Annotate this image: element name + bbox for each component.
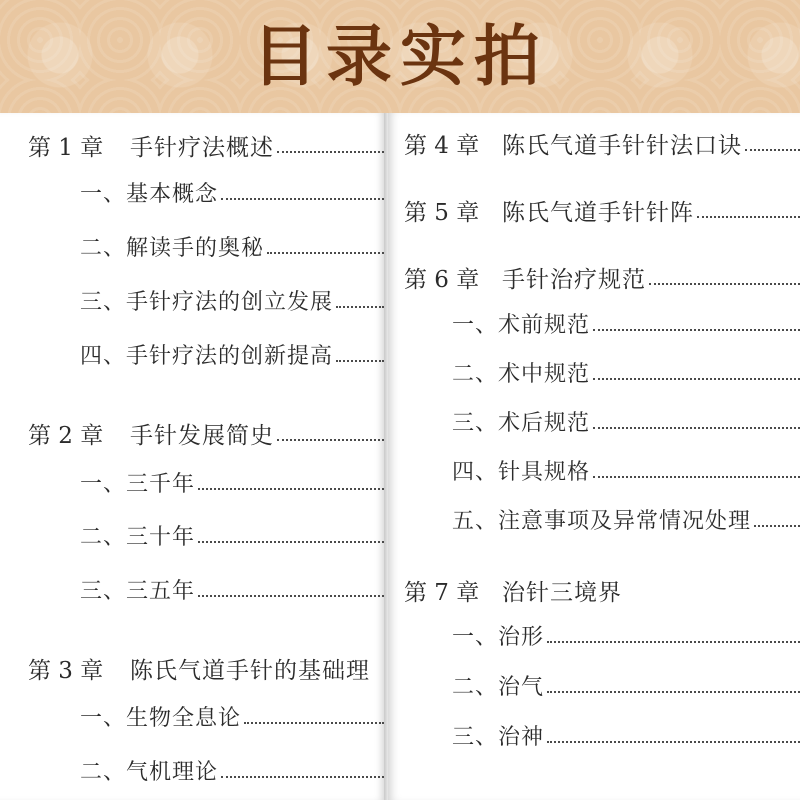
section-title: 四、针具规格 — [452, 460, 591, 485]
section-title: 二、术中规范 — [452, 362, 591, 387]
section-title: 一、生物全息论 — [80, 706, 242, 731]
toc-section — [80, 577, 384, 607]
chapter-title: 陈氏气道手针针阵 — [502, 200, 694, 226]
dot-leader — [221, 776, 384, 778]
toc-section — [80, 523, 384, 553]
chapter-number: 第 6 章 — [404, 267, 480, 293]
section-title: 一、三千年 — [80, 472, 196, 497]
chapter-title: 手针疗法概述 — [130, 135, 274, 161]
toc-chapter-1 — [28, 133, 384, 163]
toc-section — [80, 288, 384, 318]
toc-section — [452, 360, 800, 390]
dot-leader — [697, 216, 800, 218]
toc-section — [452, 311, 800, 341]
chapter-number: 第 3 章 — [28, 658, 104, 684]
toc-section — [452, 623, 800, 653]
toc-section — [80, 758, 384, 788]
toc-section — [80, 342, 384, 372]
toc-section — [452, 507, 800, 537]
header-banner — [0, 0, 800, 113]
toc-section — [452, 409, 800, 439]
chapter-number: 第 2 章 — [28, 423, 104, 449]
toc-section — [452, 723, 800, 753]
section-title: 一、基本概念 — [80, 182, 219, 207]
dot-leader — [547, 641, 800, 643]
dot-leader — [593, 427, 800, 429]
dot-leader — [547, 691, 800, 693]
toc-chapter-3 — [28, 656, 370, 686]
toc-section — [452, 673, 800, 703]
toc-chapter-7 — [404, 578, 622, 608]
banner-title: 目录实拍 — [252, 17, 548, 95]
dot-leader — [198, 541, 384, 543]
toc-section — [80, 470, 384, 500]
dot-leader — [649, 283, 800, 285]
dot-leader — [221, 198, 384, 200]
dot-leader — [244, 722, 384, 724]
chapter-number: 第 5 章 — [404, 200, 480, 226]
section-title: 二、解读手的奥秘 — [80, 236, 265, 261]
toc-section — [452, 458, 800, 488]
toc-chapter-5 — [404, 198, 800, 228]
section-title: 一、治形 — [452, 625, 545, 650]
dot-leader — [336, 306, 384, 308]
section-title: 二、治气 — [452, 675, 545, 700]
toc-chapter-2 — [28, 421, 384, 451]
dot-leader — [593, 329, 800, 331]
toc-chapter-4 — [404, 131, 800, 161]
dot-leader — [336, 360, 384, 362]
chapter-title: 治针三境界 — [502, 580, 622, 606]
chapter-number: 第 4 章 — [404, 133, 480, 159]
section-title: 二、气机理论 — [80, 760, 219, 785]
section-title: 五、注意事项及异常情况处理 — [452, 509, 752, 534]
toc-section — [80, 704, 384, 734]
dot-leader — [547, 741, 800, 743]
chapter-title: 手针发展简史 — [130, 423, 274, 449]
toc-page-left — [0, 113, 384, 800]
toc-page-right — [388, 113, 800, 800]
section-title: 三、三五年 — [80, 579, 196, 604]
chapter-number: 第 7 章 — [404, 580, 480, 606]
toc-chapter-6 — [404, 265, 800, 295]
section-title: 四、手针疗法的创新提高 — [80, 344, 334, 369]
section-title: 三、手针疗法的创立发展 — [80, 290, 334, 315]
dot-leader — [277, 151, 384, 153]
toc-section — [80, 234, 384, 264]
dot-leader — [277, 439, 384, 441]
chapter-title: 陈氏气道手针的基础理 — [130, 658, 370, 684]
dot-leader — [267, 252, 384, 254]
chapter-number: 第 1 章 — [28, 135, 104, 161]
dot-leader — [754, 525, 800, 527]
dot-leader — [593, 476, 800, 478]
chapter-title: 陈氏气道手针针法口诀 — [502, 133, 742, 159]
toc-section — [80, 180, 384, 210]
section-title: 三、治神 — [452, 725, 545, 750]
dot-leader — [745, 149, 800, 151]
section-title: 二、三十年 — [80, 525, 196, 550]
dot-leader — [198, 488, 384, 490]
section-title: 一、术前规范 — [452, 313, 591, 338]
section-title: 三、术后规范 — [452, 411, 591, 436]
chapter-title: 手针治疗规范 — [502, 267, 646, 293]
dot-leader — [593, 378, 800, 380]
dot-leader — [198, 595, 384, 597]
